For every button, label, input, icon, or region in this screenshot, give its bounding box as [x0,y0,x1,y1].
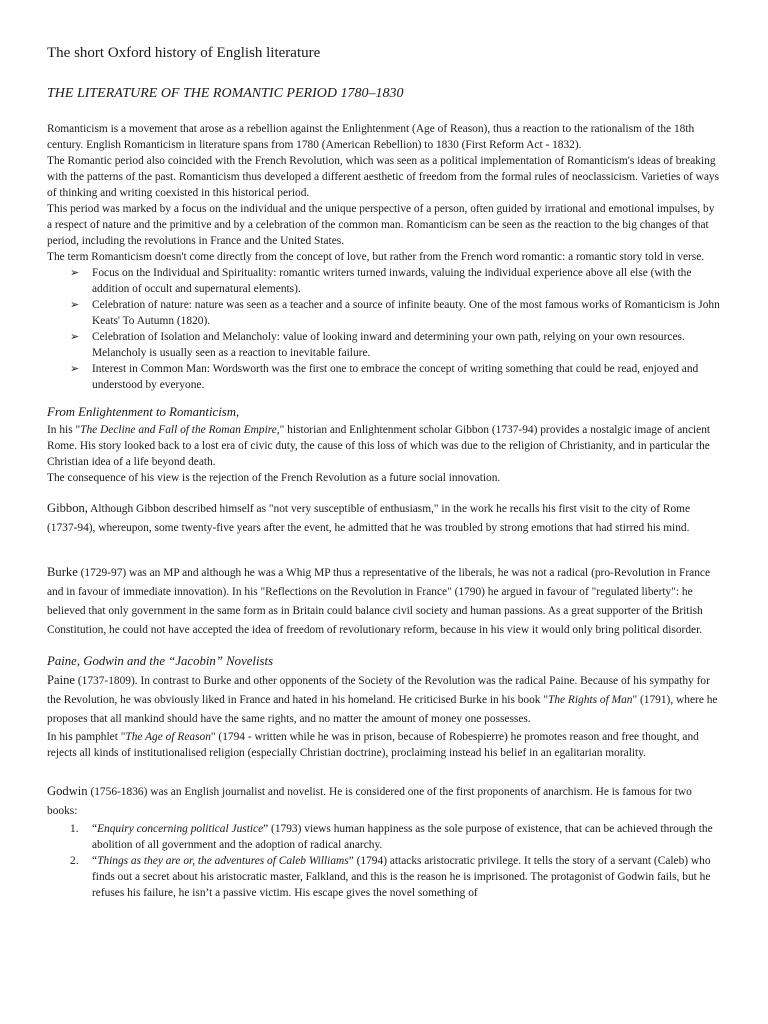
list-number: 2. [70,855,79,867]
text-span: ” [263,823,269,835]
author-name: Godwin [47,784,88,798]
list-item-text: Celebration of nature: nature was seen as a teacher and a source of infinite beauty. One of the most famous works of Romanticism is John Keats' To Autumn (1820). [92,299,720,327]
list-item [70,853,720,901]
list-item [70,297,720,329]
godwin-books-list [47,821,720,901]
text-span: “ [92,823,98,835]
burke-paragraph [47,563,720,640]
author-name: Burke [47,565,78,579]
list-item [70,361,720,393]
document-title: The short Oxford history of English literature [47,45,321,61]
list-item-text: Celebration of Isolation and Melancholy: value of looking inward and determining your own path, relying on your own resources. Melancholy is usually seen as a reaction to inevitable failure. [92,331,685,359]
text-span: In his pamphlet " [47,731,126,743]
list-item [70,265,720,297]
arrow-bullet-icon: ➢ [70,298,80,311]
book-title: The Age of Reason [125,731,211,743]
text-span: " (1794 - written while he was in prison, because of Robespierre) he promotes reason and free thought, and rejects all kinds of institutionalised religion (especially Christian doctrine), proclaiming instead his belief in an egalitarian morality. [47,731,699,759]
godwin-paragraph [47,782,720,821]
list-item-text [92,853,720,901]
arrow-bullet-icon: ➢ [70,330,80,343]
text-span: Although Gibbon described himself as "not very susceptible of enthusiasm," in the work he recalls his first visit to the city of Rome (1737-94), whereupon, some twenty-five years after the event, he admitted that he was troubled by strong emotions that had stirred his mind. [47,503,691,534]
arrow-bullet-icon: ➢ [70,362,80,375]
author-name: Paine [47,673,75,687]
book-title: Things as they are or, the adventures of Caleb Williams [97,855,349,867]
book-title: Enquiry concerning political Justice [97,823,264,835]
intro-paragraph-1: Romanticism is a movement that arose as a rebellion against the Enlightenment (Age of Reason), thus a reaction to the rationalism of the 18th century. English Romanticism in literature spans from 1780 (American Rebellion) to 1830 (First Reform Act - 1832). [47,123,695,151]
text-span: (1794) attacks aristocratic privilege. It tells the story of a servant (Caleb) who finds out a secret about his aristocratic master, Falkland, and this is the reason he is imprisoned. The protagonist of Godwin fails, but he refuses his failure, he isn’t a passive victim. His escape gives the novel something of [92,855,711,899]
romanticism-features-list [47,265,720,393]
list-item [70,329,720,361]
text-span: (1756-1836) was an English journalist and novelist. He is considered one of the first proponents of anarchism. He is famous for two books: [47,786,692,817]
list-item-text: Interest in Common Man: Wordsworth was the first one to embrace the concept of writing something that could be read, enjoyed and understood by everyone. [92,363,699,391]
text-span: In his " [47,424,81,436]
section-heading-enlightenment: From Enlightenment to Romanticism, [47,405,240,419]
text-span: “ [92,855,98,867]
text-span: (1737-1809). In contrast to Burke and other opponents of the Society of the Revolution was the radical Paine. Because of his sympathy for the Revolution, he was obviously liked in France and hated in his homeland. He criticised Burke in his book " [47,675,710,706]
consequence-paragraph: The consequence of his view is the rejection of the French Revolution as a future social innovation. [47,472,501,484]
list-item-text [92,821,720,853]
section-heading-jacobin: Paine, Godwin and the “Jacobin” Novelists [47,654,274,668]
text-span: ” [348,855,354,867]
book-title: The Rights of Man [548,694,633,706]
pamphlet-paragraph [47,729,720,761]
paine-paragraph [47,671,720,729]
arrow-bullet-icon: ➢ [70,266,80,279]
text-span: " (1791), where he proposes that all mankind should have the same rights, and no matter the amount of money one possesses. [47,694,718,725]
text-span: (1793) views human happiness as the sole purpose of existence, that can be achieved through the abolition of all government and the adoption of radical anarchy. [92,823,713,851]
chapter-heading: THE LITERATURE OF THE ROMANTIC PERIOD 1780–1830 [47,86,404,101]
book-title: The Decline and Fall of the Roman Empire [80,424,277,436]
list-item [70,821,720,853]
intro-paragraph-3: This period was marked by a focus on the individual and the unique perspective of a person, often guided by irrational and emotional impulses, by a respect of nature and the primitive and by a celebration of the common man. Romanticism can be seen as the reaction to the big changes of that period, including the revolutions in France and the United States. [47,203,715,247]
text-span: ," historian and Enlightenment scholar Gibbon (1737-94) provides a nostalgic image of ancient Rome. His story looked back to a lost era of civic duty, the cause of this loss of which was due to the religion of Christianity, and in particular the Christian idea of a life beyond death. [47,424,711,468]
text-span: (1729-97) was an MP and although he was a Whig MP thus a representative of the liberals, he was not a radical (pro-Revolution in France and in favour of immediate innovation). In his "Reflections on the Revolution in France" (1790) he argued in favour of "regulated liberty": he believed that only government in the same form as in Britain could balance civil society and human passions. As a great supporter of the British Constitution, he could not have accepted the idea of freedom of revolutionary reform, because in his view it would only bring political disorder. [47,567,711,636]
intro-paragraph-2: The Romantic period also coincided with the French Revolution, which was seen as a political implementation of Romanticism's ideas of breaking with the patterns of the past. Romanticism thus developed a different aesthetic of freedom from the formal rules of neoclassicism. Varieties of ways of thinking and writing coexisted in this historical period. [47,155,720,199]
gibbon-decline-paragraph [47,422,720,470]
list-item-text: Focus on the Individual and Spirituality: romantic writers turned inwards, valuing the individual experience above all else (with the addition of occult and supernatural elements). [92,267,692,295]
gibbon-paragraph [47,499,720,538]
author-name: Gibbon, [47,501,88,515]
list-number: 1. [70,823,79,835]
intro-paragraph-4: The term Romanticism doesn't come directly from the concept of love, but rather from the French word romantic: a romantic story told in verse. [47,251,705,263]
